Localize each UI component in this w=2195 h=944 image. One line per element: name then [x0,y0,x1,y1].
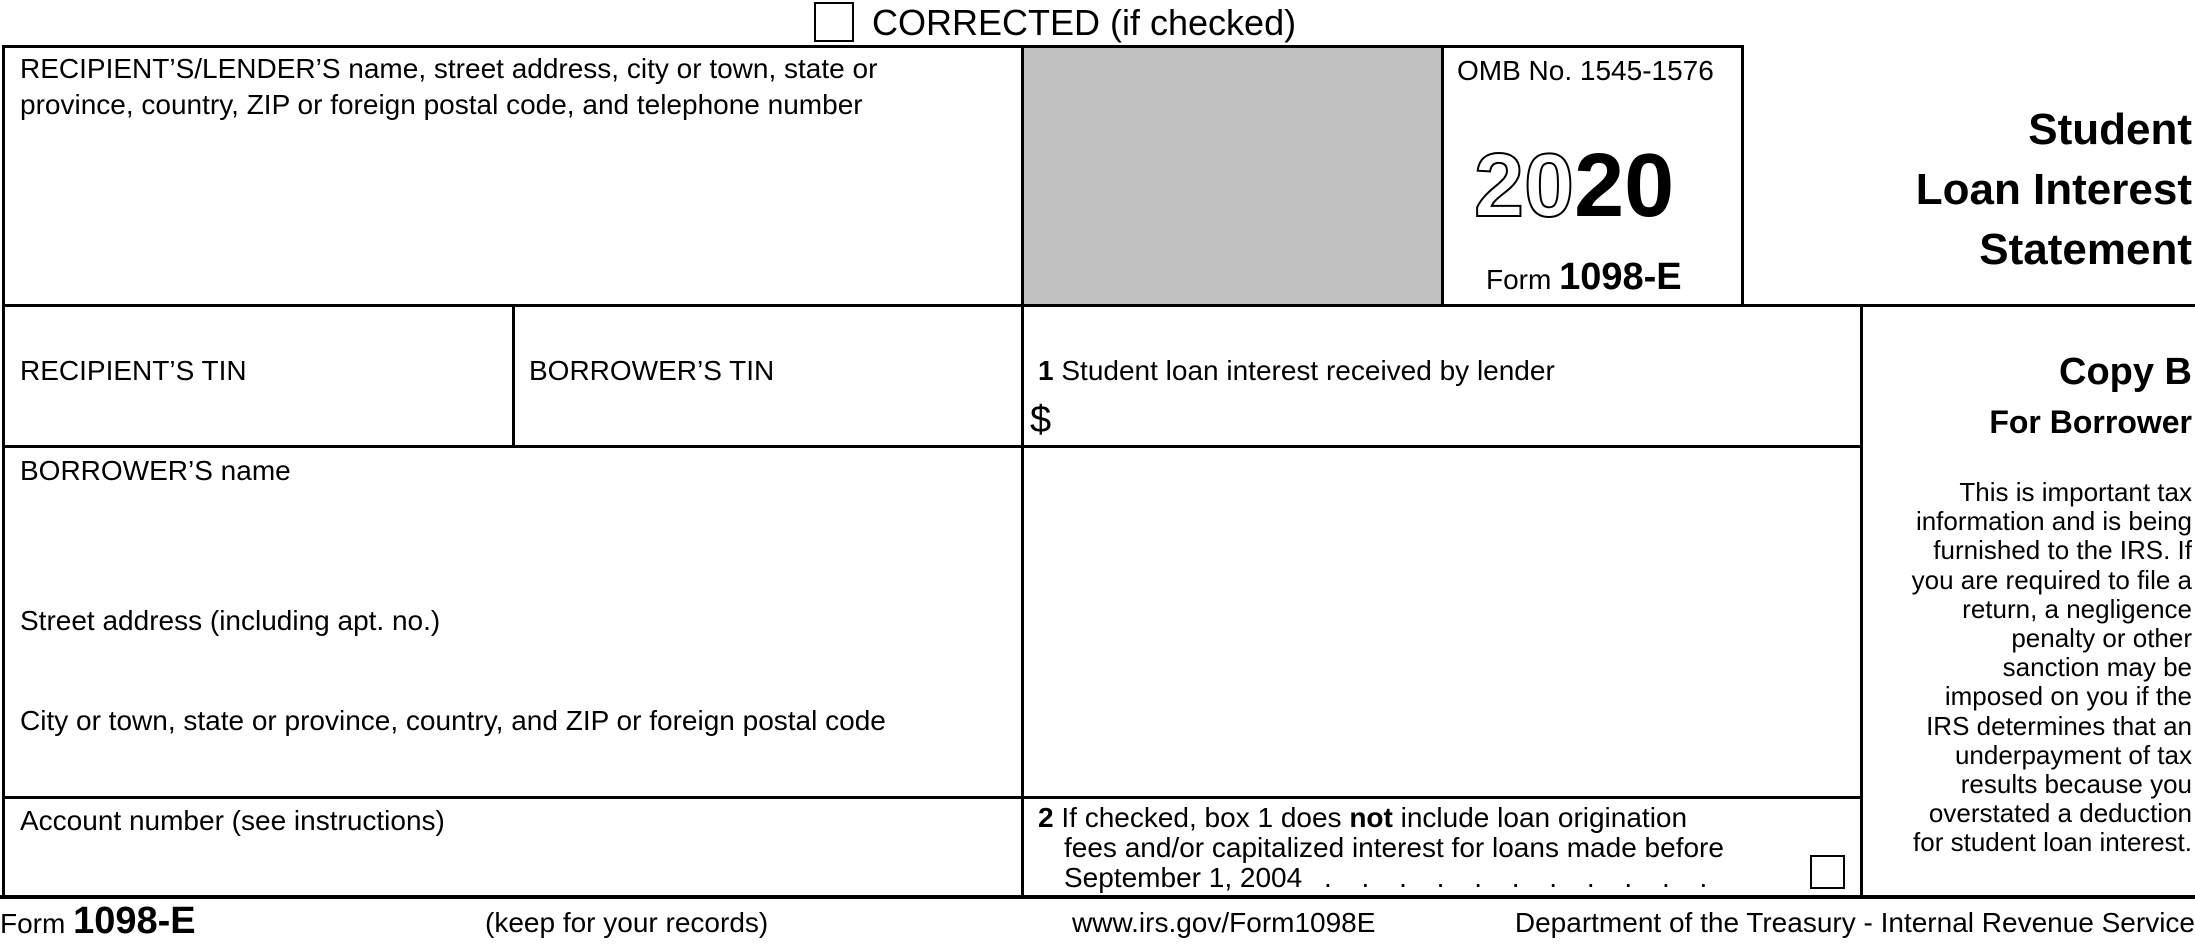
form-top-border [2,45,1744,48]
footer-form-id [0,901,196,944]
recipient-input-area[interactable] [5,128,1019,302]
box1-amount-input[interactable] [1062,394,1852,442]
copy-subtitle: For Borrower [1989,404,2192,440]
account-number-input[interactable] [5,842,1019,894]
notice-line: furnished to the IRS. If [1933,535,2192,566]
row3-bottom-border [2,796,1863,799]
omb-form-prefix: Form [1486,264,1552,295]
omb-number: OMB No. 1545-1576 [1457,55,1714,86]
box2-checkbox[interactable] [1810,855,1845,889]
tax-year-bold: 20 [1574,136,1675,236]
borrower-tin-label: BORROWER’S TIN [529,355,775,386]
copy-notice [1862,478,2192,858]
copy-title: Copy B [2059,351,2192,393]
city-label: City or town, state or province, country, and ZIP or foreign postal code [20,705,886,736]
row1-bottom-border [2,304,2195,307]
notice-line: IRS determines that an [1926,710,2192,741]
corrected-label: CORRECTED (if checked) [872,2,1297,43]
tax-year-outline: 20 [1474,136,1575,236]
notice-line: This is important tax [1959,477,2192,507]
footer-url: www.irs.gov/Form1098E [1072,907,1376,938]
row2-bottom-border [2,445,1863,448]
notice-line: information and is being [1915,506,2192,537]
borrower-name-label: BORROWER’S name [20,455,291,486]
notice-line: imposed on you if the [1944,681,2192,712]
corrected-checkbox[interactable] [814,2,854,42]
street-address-label: Street address (including apt. no.) [20,605,441,636]
notice-line: return, a negligence [1962,593,2192,624]
recipient-label-line2: province, country, ZIP or foreign postal code, and telephone number [20,89,863,120]
form-title [1772,100,2192,280]
notice-line: overstated a deduction [1928,798,2192,829]
borrower-name-input[interactable] [5,492,1019,592]
box2-leader-dots: . . . . . . . . . . . [1323,862,1708,893]
notice-line: sanction may be [2002,652,2192,683]
box2-line3 [1064,863,1707,893]
omb-form-name: 1098-E [1559,256,1682,298]
notice-line: you are required to file a [1911,564,2192,595]
box2-number: 2 [1038,802,1054,833]
omb-left-border [1441,45,1444,306]
box2-text-bold: not [1349,802,1393,833]
box2-text-a: If checked, box 1 does [1061,802,1350,833]
notice-line: penalty or other [2011,623,2192,654]
shaded-box [1024,48,1441,304]
box1-number: 1 [1038,355,1054,386]
street-address-input[interactable] [5,642,1019,700]
tin-divider [512,304,515,447]
notice-line: for student loan interest. [1913,827,2192,858]
title-line3: Statement [1979,225,2192,274]
recipient-tin-label: RECIPIENT’S TIN [20,355,247,386]
omb-right-border [1741,45,1744,306]
omb-form-id [1486,256,1682,298]
city-input[interactable] [5,742,1019,794]
tax-year [1474,138,1674,234]
box2-text-b: include loan origination [1392,802,1688,833]
footer-department: Department of the Treasury - Internal Revenue Service [1514,907,2195,938]
box2-line3-text: September 1, 2004 [1064,862,1303,893]
recipient-label-line1: RECIPIENT’S/LENDER’S name, street address, city or town, state or [20,53,878,84]
title-line1: Student [2028,105,2192,154]
borrower-tin-input[interactable] [516,392,1019,444]
box1-text: Student loan interest received by lender [1061,355,1555,386]
box2-line2: fees and/or capitalized interest for loans made before [1064,832,1724,863]
form-bottom-border [0,895,2195,899]
recipient-tin-input[interactable] [5,392,510,444]
box1-label [1038,354,1555,388]
notice-line: underpayment of tax [1954,739,2192,770]
title-line2: Loan Interest [1915,165,2192,214]
box2-line1 [1038,803,1687,833]
box1-currency: $ [1030,399,1052,441]
footer-form-name: 1098-E [73,900,196,942]
account-number-label: Account number (see instructions) [20,805,445,836]
footer-keep-records: (keep for your records) [485,907,769,938]
footer-form-prefix: Form [0,908,66,939]
notice-line: results because you [1960,769,2192,800]
